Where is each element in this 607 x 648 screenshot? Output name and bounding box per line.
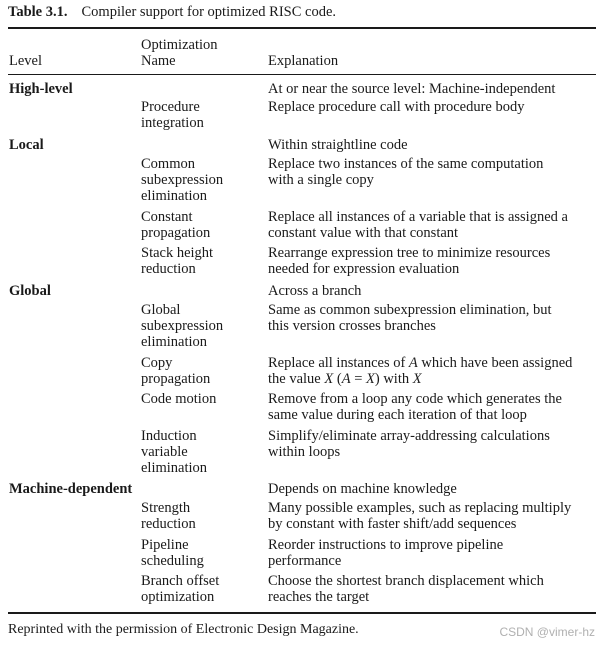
optimization-line: propagation (141, 371, 211, 388)
bottom-rule (8, 612, 596, 614)
header-explanation: Explanation (268, 53, 339, 69)
level-label: Local (9, 137, 44, 153)
explanation-line: Remove from a loop any code which generates the (268, 391, 562, 407)
level-label: High-level (9, 81, 73, 97)
explanation-line: Many possible examples, such as replacing multiply (268, 500, 572, 516)
explanation-line: Replace procedure call with procedure body (268, 99, 525, 115)
top-rule (8, 27, 596, 29)
optimization-line: Constant (141, 209, 193, 225)
level-label: Machine-dependent (9, 481, 133, 497)
optimization-name (141, 99, 204, 131)
optimization-line: subexpression (141, 172, 224, 189)
optimization-line: elimination (141, 460, 208, 477)
explanation-line: with a single copy (268, 172, 374, 189)
table-title: Compiler support for optimized RISC code. (81, 4, 337, 20)
optimization-line: Common (141, 156, 195, 172)
explanation-line: within loops (268, 444, 341, 461)
header-rule (8, 74, 596, 75)
header-level: Level (9, 53, 43, 69)
explanation-cell (268, 500, 571, 532)
explanation-line: Same as common subexpression elimination, but (268, 302, 552, 318)
variable-symbol: A (408, 355, 418, 371)
explanation-cell (268, 245, 550, 277)
optimization-line: variable (141, 444, 188, 461)
explanation-line: needed for expression evaluation (268, 261, 460, 278)
variable-symbol: X (412, 371, 422, 388)
explanation-line: Across a branch (268, 283, 362, 299)
explanation-cell (268, 391, 562, 423)
optimization-line: Code motion (141, 391, 217, 407)
optimization-line: integration (141, 115, 204, 132)
optimization-line: Stack height (141, 245, 214, 261)
explanation-line: this version crosses branches (268, 318, 436, 335)
explanation-cell (268, 355, 572, 387)
explanation-line: Replace two instances of the same computation (268, 156, 544, 172)
explanation-line: constant value with that constant (268, 225, 459, 242)
explanation-line: Reorder instructions to improve pipeline (268, 537, 504, 553)
explanation-line: At or near the source level: Machine-independent (268, 81, 556, 97)
level-label: Global (9, 283, 51, 299)
explanation-line: same value during each iteration of that loop (268, 407, 527, 424)
explanation-line: Replace all instances of A which have been assigned (268, 355, 573, 371)
explanation-cell (268, 537, 503, 569)
optimization-name (141, 428, 207, 477)
optimization-line: Copy (141, 355, 173, 371)
optimization-line: elimination (141, 188, 208, 205)
header-optimization-line1: Optimization (141, 37, 218, 53)
optimization-name (141, 245, 213, 277)
table-caption (8, 4, 336, 21)
header-optimization-line2: Name (141, 53, 176, 69)
optimization-name (141, 537, 204, 569)
explanation-line: Choose the shortest branch displacement which (268, 573, 544, 589)
header-optimization (141, 37, 218, 69)
optimization-name (141, 500, 196, 532)
explanation-line: Depends on machine knowledge (268, 481, 457, 497)
optimization-line: optimization (141, 589, 215, 606)
variable-symbol: A (341, 371, 351, 388)
optimization-line: Strength (141, 500, 191, 516)
optimization-line: scheduling (141, 553, 204, 570)
optimization-name (141, 302, 223, 351)
optimization-line: reduction (141, 261, 196, 278)
optimization-line: Pipeline (141, 537, 189, 553)
explanation-line: Within straightline code (268, 137, 408, 153)
explanation-cell (268, 573, 544, 605)
footnote: Reprinted with the permission of Electronic Design Magazine. (8, 622, 359, 637)
explanation-cell (268, 209, 568, 241)
explanation-line: performance (268, 553, 342, 570)
explanation-line: the value X (A = X) with X (268, 371, 422, 388)
optimization-line: elimination (141, 334, 208, 351)
optimization-name (141, 156, 223, 205)
optimization-line: Branch offset (141, 573, 220, 589)
optimization-name (141, 209, 210, 241)
variable-symbol: X (324, 371, 334, 388)
explanation-line: Simplify/eliminate array-addressing calculations (268, 428, 550, 444)
explanation-cell (268, 137, 408, 153)
optimization-line: reduction (141, 516, 196, 533)
explanation-cell (268, 81, 555, 97)
table-number: Table 3.1. (8, 4, 68, 20)
watermark: CSDN @vimer-hz (499, 625, 595, 639)
explanation-cell (268, 99, 524, 115)
explanation-line: Replace all instances of a variable that is assigned a (268, 209, 568, 225)
explanation-cell (268, 428, 550, 460)
optimization-name (141, 573, 219, 605)
explanation-line: Rearrange expression tree to minimize resources (268, 245, 551, 261)
optimization-name (141, 391, 216, 407)
optimization-line: Procedure (141, 99, 200, 115)
optimization-name (141, 355, 210, 387)
optimization-line: subexpression (141, 318, 224, 335)
explanation-cell (268, 302, 552, 334)
optimization-line: Global (141, 302, 181, 318)
explanation-cell (268, 156, 543, 188)
explanation-cell (268, 283, 361, 299)
optimization-line: propagation (141, 225, 211, 242)
explanation-cell (268, 481, 457, 497)
explanation-line: by constant with faster shift/add sequences (268, 516, 517, 533)
variable-symbol: X (366, 371, 375, 388)
optimization-line: Induction (141, 428, 197, 444)
explanation-line: reaches the target (268, 589, 370, 606)
